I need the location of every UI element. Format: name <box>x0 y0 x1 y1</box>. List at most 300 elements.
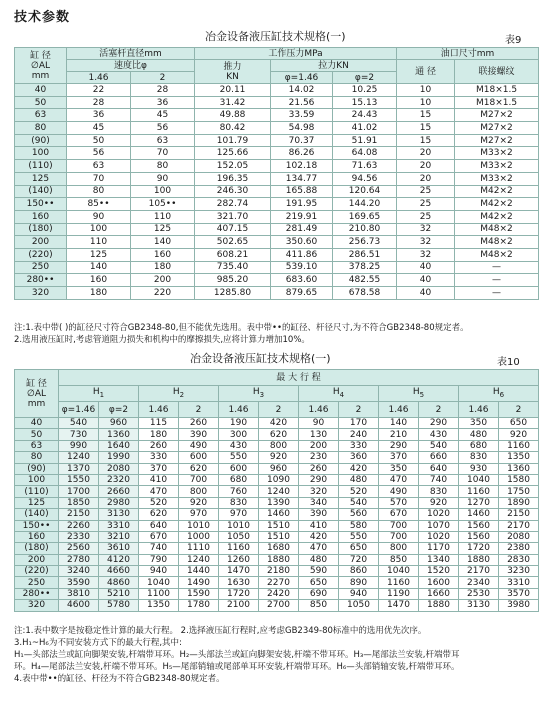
table-cell: 64.08 <box>333 147 397 160</box>
table-cell: 1470 <box>379 600 419 611</box>
table-cell: 1660 <box>419 588 459 599</box>
table-cell: 350 <box>379 463 419 474</box>
table-cell: 41.02 <box>333 122 397 135</box>
table-cell: 260 <box>179 418 219 429</box>
table-cell: 51.91 <box>333 134 397 147</box>
table-cell: 4120 <box>99 554 139 565</box>
table-cell: 300 <box>219 429 259 440</box>
table-cell: 25 <box>397 210 455 223</box>
table-cell: 219.91 <box>271 210 333 223</box>
table-cell: 40 <box>397 287 455 300</box>
table-cell: 2180 <box>259 566 299 577</box>
table-cell: 1010 <box>179 520 219 531</box>
table-cell: 650 <box>339 543 379 554</box>
table-cell: 56 <box>131 122 195 135</box>
table-cell: 3810 <box>59 588 99 599</box>
table-cell: M27×2 <box>455 134 539 147</box>
table-row <box>15 96 539 109</box>
table-cell: 150•• <box>15 520 59 531</box>
table-cell: — <box>455 261 539 274</box>
table-cell: 40 <box>15 418 59 429</box>
table-cell: M27×2 <box>455 109 539 122</box>
note-line: 2.选用液压缸时,考虑管道阻力损失和机构中的摩擦损失,应将计算力增加10%。 <box>14 335 310 345</box>
table-cell: 650 <box>499 418 539 429</box>
table-row <box>15 588 539 599</box>
table-cell: 40 <box>397 261 455 274</box>
table-cell: 32 <box>397 248 455 261</box>
table-cell: 320 <box>299 486 339 497</box>
table-cell: 850 <box>299 600 339 611</box>
table-cell: 1160 <box>219 543 259 554</box>
table-cell: (90) <box>15 463 59 474</box>
table-cell: M33×2 <box>455 172 539 185</box>
table-cell: 960 <box>259 463 299 474</box>
table-cell: M48×2 <box>455 236 539 249</box>
table1-header-speed: 速度比φ <box>67 60 195 72</box>
table-cell: 350.60 <box>271 236 333 249</box>
table-cell: 110 <box>131 210 195 223</box>
table-cell: 2270 <box>259 577 299 588</box>
table-row <box>15 84 539 97</box>
table-row <box>15 134 539 147</box>
table-cell: 15 <box>397 122 455 135</box>
table-cell: 286.51 <box>333 248 397 261</box>
table2-subheader: 2 <box>259 402 299 418</box>
table-cell: 690 <box>299 588 339 599</box>
table-cell: 4860 <box>99 577 139 588</box>
table-cell: 70 <box>67 172 131 185</box>
table-cell: 290 <box>379 440 419 451</box>
table-cell: 21.56 <box>271 96 333 109</box>
table-cell: M33×2 <box>455 160 539 173</box>
table-cell: 920 <box>259 452 299 463</box>
table-cell: 350 <box>459 418 499 429</box>
table-cell: 152.05 <box>195 160 271 173</box>
table-cell: 80 <box>15 452 59 463</box>
table-cell: 970 <box>179 509 219 520</box>
table-cell: 50 <box>67 134 131 147</box>
table-cell: M18×1.5 <box>455 84 539 97</box>
table-cell: 2260 <box>59 520 99 531</box>
table-cell: 520 <box>139 497 179 508</box>
table1-header-speed-b: 2 <box>131 72 195 84</box>
table-row <box>15 429 539 440</box>
table-cell: (140) <box>15 509 59 520</box>
table-row <box>15 261 539 274</box>
table-cell: 580 <box>339 520 379 531</box>
table-cell: 920 <box>419 497 459 508</box>
table-cell: 260 <box>139 440 179 451</box>
table-cell: (110) <box>15 486 59 497</box>
table-cell: 15 <box>397 134 455 147</box>
table-cell: 90 <box>67 210 131 223</box>
table-cell: 1600 <box>419 577 459 588</box>
table-cell: 660 <box>419 452 459 463</box>
table-cell: 1720 <box>219 588 259 599</box>
table-cell: 940 <box>339 588 379 599</box>
table2 <box>14 369 539 612</box>
table-cell: 63 <box>15 440 59 451</box>
table-cell: 63 <box>15 109 67 122</box>
note-line: 注:1.表中数字是按稳定性计算的最大行程。 2.选择液压缸行程时,应考虑GB2349-80标准中的选用优先次序。 <box>14 626 427 636</box>
table-cell: 1750 <box>499 486 539 497</box>
table1-body <box>15 84 539 300</box>
table-cell: 2320 <box>99 474 139 485</box>
table-cell: 80.42 <box>195 122 271 135</box>
table1-header-pull-b: φ=2 <box>333 72 397 84</box>
table-cell: 990 <box>59 440 99 451</box>
table-row <box>15 486 539 497</box>
table-cell: 411.86 <box>271 248 333 261</box>
table1-header-rod: 活塞杆直径mm <box>67 48 195 60</box>
table-row <box>15 509 539 520</box>
table-cell: 260 <box>299 463 339 474</box>
table-cell: 115 <box>139 418 179 429</box>
table-cell: 1240 <box>179 554 219 565</box>
table-cell: 150•• <box>15 198 67 211</box>
table-cell: 2420 <box>259 588 299 599</box>
table-cell: 169.65 <box>333 210 397 223</box>
table-cell: 45 <box>131 109 195 122</box>
table-cell: 2080 <box>99 463 139 474</box>
table-cell: 22 <box>67 84 131 97</box>
table-cell: 20 <box>397 160 455 173</box>
table-cell: 49.88 <box>195 109 271 122</box>
table-cell: M48×2 <box>455 223 539 236</box>
table2-number: 表10 <box>497 357 520 368</box>
table-cell: 25 <box>397 185 455 198</box>
table-cell: 620 <box>179 463 219 474</box>
table-cell: 281.49 <box>271 223 333 236</box>
table-cell: 5210 <box>99 588 139 599</box>
table-cell: M42×2 <box>455 185 539 198</box>
table-cell: 180 <box>139 429 179 440</box>
table-cell: 170 <box>339 418 379 429</box>
table-cell: 3310 <box>99 520 139 531</box>
table-cell: (90) <box>15 134 67 147</box>
table-cell: 100 <box>67 223 131 236</box>
table-cell: 50 <box>15 429 59 440</box>
table1-caption: 冶金设备液压缸技术规格(一) <box>205 30 346 43</box>
table2-subheader: 2 <box>499 402 539 418</box>
table-cell: 191.95 <box>271 198 333 211</box>
table-row <box>15 474 539 485</box>
table-cell: 1550 <box>59 474 99 485</box>
table-cell: 330 <box>139 452 179 463</box>
table-row <box>15 109 539 122</box>
table-cell: 1470 <box>219 566 259 577</box>
table-cell: 80 <box>67 185 131 198</box>
table2-subheader: φ=2 <box>99 402 139 418</box>
table2-subheader: 1.46 <box>219 402 259 418</box>
table-cell: 370 <box>379 452 419 463</box>
table-cell: M18×1.5 <box>455 96 539 109</box>
table-cell: M42×2 <box>455 210 539 223</box>
table-cell: 1510 <box>259 520 299 531</box>
table-cell: 378.25 <box>333 261 397 274</box>
table-cell: 700 <box>179 474 219 485</box>
table2-subheader: 1.46 <box>459 402 499 418</box>
table-cell: (220) <box>15 248 67 261</box>
table1-header-speed-a: 1.46 <box>67 72 131 84</box>
table-cell: 180 <box>67 287 131 300</box>
table-row <box>15 520 539 531</box>
table-cell: 15 <box>397 109 455 122</box>
table-cell: 2830 <box>499 554 539 565</box>
note-line: 3.H₁~H₆为不同安装方式下的最大行程,其中: <box>14 638 182 648</box>
table-cell: 2150 <box>59 509 99 520</box>
table-row <box>15 122 539 135</box>
table-cell: 71.63 <box>333 160 397 173</box>
table-cell: 1720 <box>459 543 499 554</box>
table-cell: 70.37 <box>271 134 333 147</box>
table-cell: 560 <box>339 509 379 520</box>
table-cell: 1990 <box>99 452 139 463</box>
table-cell: 879.65 <box>271 287 333 300</box>
table2-subheader: φ=1.46 <box>59 402 99 418</box>
table-cell: — <box>455 287 539 300</box>
table-cell: 100 <box>131 185 195 198</box>
table-row <box>15 223 539 236</box>
table-cell: 2780 <box>59 554 99 565</box>
table-row <box>15 554 539 565</box>
table-row <box>15 440 539 451</box>
table-cell: 24.43 <box>333 109 397 122</box>
table-cell: 1510 <box>259 531 299 542</box>
table-cell: 540 <box>339 497 379 508</box>
table-cell: 830 <box>219 497 259 508</box>
table2-header-h4: $H_4$ <box>299 386 379 402</box>
table-cell: 1520 <box>419 566 459 577</box>
table1-header-port-dia: 通 径 <box>397 60 455 84</box>
table-cell: M48×2 <box>455 248 539 261</box>
table-cell: 678.58 <box>333 287 397 300</box>
table-cell: 340 <box>299 497 339 508</box>
table-cell: (110) <box>15 160 67 173</box>
table-row <box>15 160 539 173</box>
table-cell: 680 <box>459 440 499 451</box>
table-cell: 890 <box>339 577 379 588</box>
table-cell: 502.65 <box>195 236 271 249</box>
table-cell: 196.35 <box>195 172 271 185</box>
table-cell: 80 <box>15 122 67 135</box>
table-cell: 94.56 <box>333 172 397 185</box>
table-cell: 940 <box>139 566 179 577</box>
table-cell: 470 <box>139 486 179 497</box>
table-cell: 1360 <box>99 429 139 440</box>
table-cell: 1590 <box>179 588 219 599</box>
table-cell: 102.18 <box>271 160 333 173</box>
table-cell: 10 <box>397 96 455 109</box>
table-cell: 590 <box>299 566 339 577</box>
table-cell: 1640 <box>99 440 139 451</box>
table-cell: 33.59 <box>271 109 333 122</box>
table-cell: 970 <box>219 509 259 520</box>
table-cell: 250 <box>15 261 67 274</box>
table-cell: 539.10 <box>271 261 333 274</box>
table-cell: 1040 <box>459 474 499 485</box>
table-cell: 210.80 <box>333 223 397 236</box>
table-cell: 410 <box>299 520 339 531</box>
table-cell: 125.66 <box>195 147 271 160</box>
table-cell: 1050 <box>339 600 379 611</box>
table-cell: 256.73 <box>333 236 397 249</box>
table-cell: 1360 <box>499 463 539 474</box>
table2-subheader: 1.46 <box>299 402 339 418</box>
table-cell: 45 <box>67 122 131 135</box>
table-row <box>15 248 539 261</box>
table-cell: 800 <box>379 543 419 554</box>
table-cell: 670 <box>379 509 419 520</box>
table-cell: 2530 <box>459 588 499 599</box>
table-cell: 210 <box>379 429 419 440</box>
table1 <box>14 47 539 300</box>
table-cell: 480 <box>299 554 339 565</box>
table-cell: 80 <box>131 160 195 173</box>
table-cell: 2340 <box>459 577 499 588</box>
table2-body <box>15 418 539 612</box>
table-cell: 700 <box>379 520 419 531</box>
table-cell: 360 <box>339 452 379 463</box>
table-cell: 1000 <box>179 531 219 542</box>
table-cell: 1285.80 <box>195 287 271 300</box>
table-cell: 50 <box>15 96 67 109</box>
table-cell: 540 <box>419 440 459 451</box>
table-cell: 1560 <box>459 520 499 531</box>
table-cell: 550 <box>219 452 259 463</box>
table-row <box>15 418 539 429</box>
table-cell: 125 <box>15 172 67 185</box>
table-cell: 1260 <box>219 554 259 565</box>
table-cell: 320 <box>15 600 59 611</box>
table-cell: 390 <box>179 429 219 440</box>
table-cell: 100 <box>15 147 67 160</box>
table-cell: 3570 <box>499 588 539 599</box>
table-cell: 200 <box>15 236 67 249</box>
table-cell: 1010 <box>219 520 259 531</box>
table-cell: 4600 <box>59 600 99 611</box>
table-cell: 920 <box>499 429 539 440</box>
table-cell: 54.98 <box>271 122 333 135</box>
table-row <box>15 147 539 160</box>
table-cell: 730 <box>59 429 99 440</box>
table-cell: 1040 <box>379 566 419 577</box>
table-cell: 600 <box>219 463 259 474</box>
table-cell: 2380 <box>499 543 539 554</box>
note-line: 4.表中带••的缸径、杆径为不符合GB2348-80规定者。 <box>14 674 225 684</box>
table-row <box>15 236 539 249</box>
table-cell: 570 <box>379 497 419 508</box>
table2-subheader: 2 <box>179 402 219 418</box>
table-cell: 220 <box>131 287 195 300</box>
table-cell: 3590 <box>59 577 99 588</box>
table-cell: 490 <box>379 486 419 497</box>
table-cell: 985.20 <box>195 274 271 287</box>
table-cell: 830 <box>459 452 499 463</box>
table-row <box>15 531 539 542</box>
table-cell: 1700 <box>59 486 99 497</box>
table-cell: 430 <box>219 440 259 451</box>
table-cell: 3230 <box>499 566 539 577</box>
table-cell: (140) <box>15 185 67 198</box>
table-cell: 56 <box>67 147 131 160</box>
table-cell: 850 <box>379 554 419 565</box>
note-line: 环。H₄—尾部法兰安装,杆端不带耳环。H₅—尾部销轴或尾部单耳环安装,杆端带耳环。H₆—头部销轴安装,杆端带耳环。 <box>14 662 460 672</box>
note-line: H₁—头部法兰或缸向脚架安装,杆端带耳环。H₂—头部法兰或缸向脚架安装,杆端不带耳环。H₃—尾部法兰安装,杆端带耳 <box>14 650 460 660</box>
table-cell: 640 <box>139 520 179 531</box>
table-cell: 3240 <box>59 566 99 577</box>
table-cell: 36 <box>131 96 195 109</box>
table-cell: 180 <box>131 261 195 274</box>
table-cell: 1270 <box>459 497 499 508</box>
table-cell: 620 <box>139 509 179 520</box>
table-cell: 1680 <box>259 543 299 554</box>
table-cell: 31.42 <box>195 96 271 109</box>
table-cell: 1460 <box>459 509 499 520</box>
table-cell: 3610 <box>99 543 139 554</box>
table-cell: 420 <box>299 531 339 542</box>
table2-header-stroke: 最 大 行 程 <box>59 370 539 386</box>
table-cell: 670 <box>139 531 179 542</box>
table-cell: 3310 <box>499 577 539 588</box>
table2-subheader: 1.46 <box>379 402 419 418</box>
table-cell: 2330 <box>59 531 99 542</box>
table-cell: 683.60 <box>271 274 333 287</box>
table-cell: 1240 <box>59 452 99 463</box>
table-cell: 321.70 <box>195 210 271 223</box>
table-cell: 1460 <box>259 509 299 520</box>
table-cell: 105•• <box>131 198 195 211</box>
table-cell: 280•• <box>15 274 67 287</box>
table-cell: 620 <box>259 429 299 440</box>
table-cell: 735.40 <box>195 261 271 274</box>
table-cell: 640 <box>419 463 459 474</box>
table-cell: 930 <box>459 463 499 474</box>
table-cell: 1050 <box>219 531 259 542</box>
table-row <box>15 600 539 611</box>
table-cell: 4660 <box>99 566 139 577</box>
table-cell: 470 <box>379 474 419 485</box>
table-row <box>15 198 539 211</box>
table2-notes <box>14 625 544 685</box>
table-cell: 134.77 <box>271 172 333 185</box>
table-cell: 1170 <box>419 543 459 554</box>
table-cell: 1350 <box>499 452 539 463</box>
table-row <box>15 452 539 463</box>
table-row <box>15 497 539 508</box>
page-title: 技术参数 <box>14 10 71 25</box>
table-cell: 63 <box>67 160 131 173</box>
table-cell: 1780 <box>179 600 219 611</box>
table-cell: 470 <box>299 543 339 554</box>
table-cell: 1160 <box>379 577 419 588</box>
table-cell: 2100 <box>219 600 259 611</box>
table-cell: 2170 <box>499 520 539 531</box>
table2-caption: 冶金设备液压缸技术规格(一) <box>190 352 331 365</box>
table2-subheader: 2 <box>339 402 379 418</box>
table-cell: 90 <box>131 172 195 185</box>
table2-header-h6: $H_6$ <box>459 386 539 402</box>
table-cell: 860 <box>339 566 379 577</box>
table-cell: 282.74 <box>195 198 271 211</box>
table-cell: 250 <box>15 577 59 588</box>
table-cell: 2660 <box>99 486 139 497</box>
table-row <box>15 543 539 554</box>
table1-header-bore: 缸 径 ∅AL mm <box>15 48 67 84</box>
table-cell: 3130 <box>459 600 499 611</box>
table2-subheader: 2 <box>419 402 459 418</box>
table-cell: 1850 <box>59 497 99 508</box>
